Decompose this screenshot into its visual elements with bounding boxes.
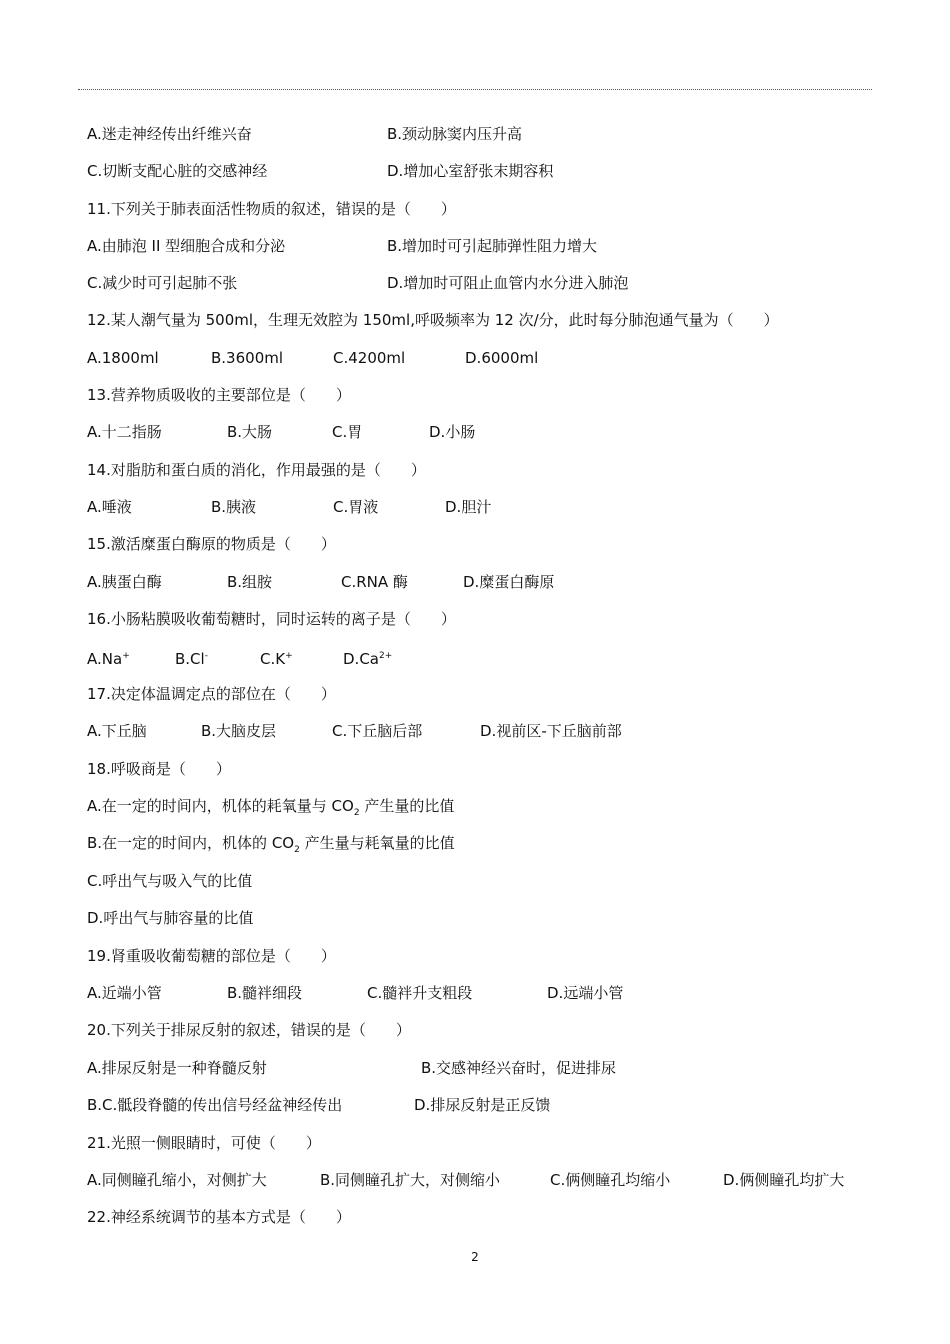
question-stem: 13.营养物质吸收的主要部位是（ ） (87, 386, 351, 404)
answer-option-text: C.胃 (332, 423, 363, 441)
answer-option-text: B.组胺 (227, 573, 273, 591)
answer-option-text: B.颈动脉窦内压升高 (387, 125, 523, 143)
ion-charge: + (285, 651, 293, 661)
option-row (87, 497, 867, 517)
answer-option-text: D.远端小管 (547, 984, 624, 1002)
option-text: 产生量的比值 (359, 797, 455, 815)
option-row (87, 1095, 867, 1115)
answer-option-text: C.下丘脑后部 (332, 722, 423, 740)
ion-charge: 2+ (378, 651, 393, 661)
answer-option (201, 721, 276, 741)
answer-option (550, 1170, 670, 1190)
option-row (87, 422, 867, 442)
option-row (87, 236, 867, 256)
answer-option-text: A.胰蛋白酶 (87, 573, 162, 591)
answer-option-text: B.同侧瞳孔扩大，对侧缩小 (320, 1171, 501, 1189)
answer-option (463, 572, 554, 592)
question-stem: 12.某人潮气量为 500ml，生理无效腔为 150ml,呼吸频率为 12 次/分，此时每分肺泡通气量为（ ） (87, 311, 779, 329)
answer-option (429, 422, 475, 442)
answer-option-text: B.3600ml (211, 349, 284, 367)
answer-option (87, 124, 252, 144)
answer-option (87, 983, 162, 1003)
question-stem: 18.呼吸商是（ ） (87, 760, 231, 778)
option-text: 产生量与耗氧量的比值 (299, 834, 455, 852)
option-row (87, 124, 867, 144)
answer-option (341, 572, 408, 592)
answer-option (87, 572, 162, 592)
answer-option (211, 497, 256, 517)
answer-option (175, 646, 208, 669)
answer-option-text: C.RNA 酶 (341, 573, 408, 591)
option-row (87, 1058, 867, 1078)
answer-option (87, 236, 285, 256)
answer-option (387, 161, 553, 181)
answer-option-text: D.排尿反射是正反馈 (414, 1096, 551, 1114)
ion-charge: - (204, 651, 208, 661)
answer-option-text: C.俩侧瞳孔均缩小 (550, 1171, 671, 1189)
answer-option (227, 422, 272, 442)
answer-option (87, 833, 455, 860)
answer-option (421, 1058, 616, 1078)
answer-option (414, 1095, 550, 1115)
answer-option (332, 422, 362, 442)
answer-option (333, 497, 378, 517)
answer-option (87, 1058, 267, 1078)
answer-option (445, 497, 491, 517)
answer-option-text: C.4200ml (333, 349, 406, 367)
answer-option (87, 497, 132, 517)
answer-option (87, 161, 267, 181)
answer-option-text: B.C.骶段脊髓的传出信号经盆神经传出 (87, 1096, 343, 1114)
answer-option-text: B.大肠 (227, 423, 273, 441)
answer-option (87, 348, 159, 368)
answer-option: C.呼出气与吸入气的比值 (87, 872, 253, 890)
answer-option-text: C.K (260, 650, 286, 668)
answer-option-text: D.糜蛋白酶原 (463, 573, 555, 591)
answer-option (343, 646, 392, 669)
answer-option (211, 348, 283, 368)
answer-option-text: C.切断支配心脏的交感神经 (87, 162, 268, 180)
answer-option (387, 236, 597, 256)
answer-option (87, 721, 147, 741)
answer-option-text: A.同侧瞳孔缩小，对侧扩大 (87, 1171, 267, 1189)
option-row (87, 161, 867, 181)
answer-option (320, 1170, 500, 1190)
answer-option (333, 348, 405, 368)
question-stem: 11.下列关于肺表面活性物质的叙述，错误的是（ ） (87, 200, 456, 218)
answer-option (723, 1170, 844, 1190)
answer-option-text: D.增加心室舒张末期容积 (387, 162, 554, 180)
answer-option-text: A.1800ml (87, 349, 159, 367)
answer-option (547, 983, 623, 1003)
option-row (87, 348, 867, 368)
question-stem: 17.决定体温调定点的部位在（ ） (87, 685, 336, 703)
answer-option-text: A.十二指肠 (87, 423, 162, 441)
question-stem: 16.小肠粘膜吸收葡萄糖时，同时运转的离子是（ ） (87, 610, 456, 628)
answer-option-text: B.胰液 (211, 498, 257, 516)
answer-option (227, 572, 272, 592)
option-row (87, 273, 867, 293)
answer-option-text: A.Na (87, 650, 123, 668)
answer-option-text: A.唾液 (87, 498, 132, 516)
answer-option-text: B.交感神经兴奋时，促进排尿 (421, 1059, 617, 1077)
answer-option (227, 983, 302, 1003)
question-stem: 21.光照一侧眼睛时，可使（ ） (87, 1134, 321, 1152)
subscript: 2 (294, 845, 300, 855)
answer-option (332, 721, 422, 741)
answer-option-text: D.增加时可阻止血管内水分进入肺泡 (387, 274, 629, 292)
answer-option (87, 1170, 267, 1190)
question-stem: 22.神经系统调节的基本方式是（ ） (87, 1208, 351, 1226)
answer-option-text: B.髓袢细段 (227, 984, 303, 1002)
answer-option-text: D.胆汁 (445, 498, 492, 516)
answer-option-text: D.小肠 (429, 423, 476, 441)
answer-option (387, 273, 628, 293)
question-stem: 14.对脂肪和蛋白质的消化，作用最强的是（ ） (87, 461, 426, 479)
answer-option-text: A.由肺泡 II 型细胞合成和分泌 (87, 237, 286, 255)
answer-option-text: C.胃液 (333, 498, 379, 516)
answer-option (465, 348, 538, 368)
answer-option-text: A.迷走神经传出纤维兴奋 (87, 125, 252, 143)
question-stem: 20.下列关于排尿反射的叙述，错误的是（ ） (87, 1021, 411, 1039)
answer-option (87, 646, 130, 669)
subscript: 2 (353, 808, 360, 818)
answer-option: D.呼出气与肺容量的比值 (87, 909, 254, 927)
answer-option (387, 124, 522, 144)
option-row (87, 1170, 867, 1190)
answer-option (87, 273, 237, 293)
question-stem: 19.肾重吸收葡萄糖的部位是（ ） (87, 947, 336, 965)
answer-option-text: C.髓袢升支粗段 (367, 984, 473, 1002)
answer-option (260, 646, 293, 669)
answer-option (480, 721, 622, 741)
answer-option-text: C.减少时可引起肺不张 (87, 274, 238, 292)
header-dotted-rule (78, 89, 872, 90)
answer-option-text: A.下丘脑 (87, 722, 147, 740)
answer-option-text: A.近端小管 (87, 984, 162, 1002)
question-stem: 15.激活糜蛋白酶原的物质是（ ） (87, 535, 336, 553)
option-text: B.在一定的时间内，机体的 CO (87, 834, 295, 852)
option-row (87, 646, 867, 666)
option-row (87, 721, 867, 741)
answer-option-text: D.Ca (343, 650, 379, 668)
answer-option-text: D.俩侧瞳孔均扩大 (723, 1171, 845, 1189)
option-row (87, 572, 867, 592)
answer-option-text: B.Cl (175, 650, 205, 668)
answer-option-text: B.大脑皮层 (201, 722, 277, 740)
answer-option (87, 796, 454, 823)
answer-option-text: D.视前区-下丘脑前部 (480, 722, 622, 740)
option-text: A.在一定的时间内，机体的耗氧量与 CO (87, 797, 354, 815)
answer-option-text: A.排尿反射是一种脊髓反射 (87, 1059, 267, 1077)
answer-option (87, 422, 162, 442)
answer-option (367, 983, 472, 1003)
ion-charge: + (122, 651, 130, 661)
answer-option-text: D.6000ml (465, 349, 539, 367)
option-row (87, 983, 867, 1003)
page-number: 2 (471, 1250, 479, 1264)
answer-option-text: B.增加时可引起肺弹性阻力增大 (387, 237, 598, 255)
answer-option (87, 1095, 342, 1115)
